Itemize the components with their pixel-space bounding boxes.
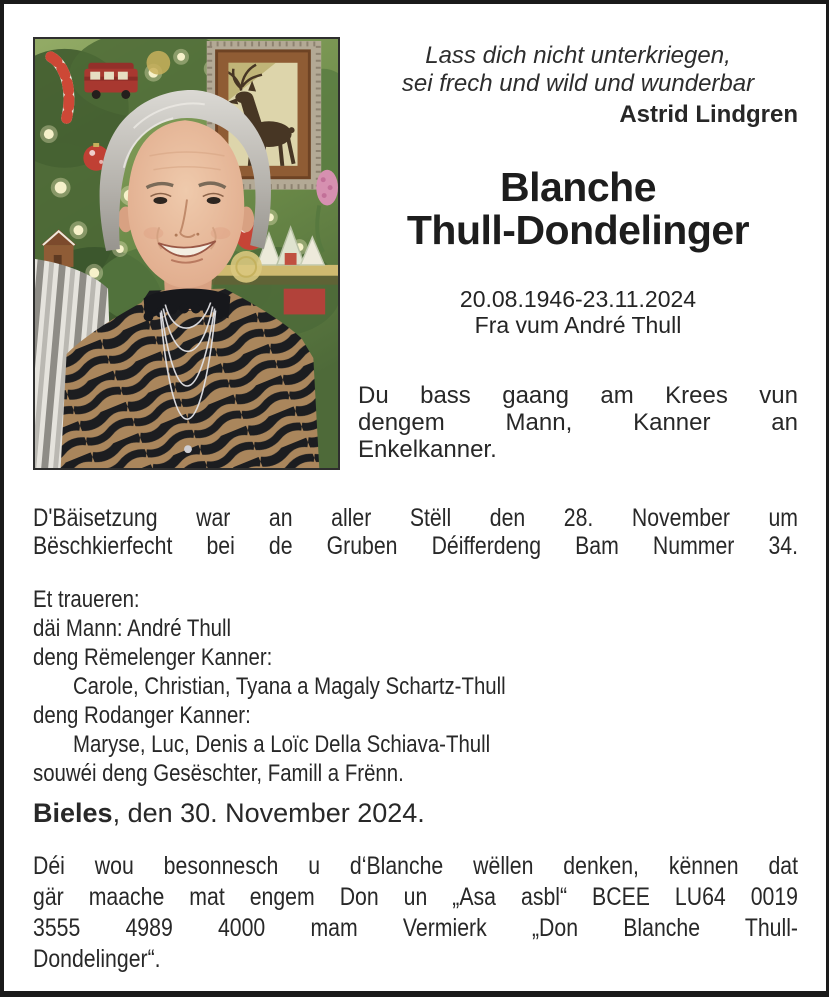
mourners-outro: souwéi deng Gesëschter, Famill a Frënn.: [33, 760, 404, 787]
portrait-photo: [33, 37, 340, 470]
deceased-name: [358, 166, 798, 252]
deceased-last-name: Thull-Dondelinger: [406, 207, 750, 253]
tribute-line: Enkelkanner.: [358, 436, 497, 463]
red-gift-box: [284, 289, 325, 315]
mourner-husband: däi Mann: André Thull: [33, 615, 232, 642]
deceased-first-name: Blanche: [500, 164, 656, 210]
quote-line: sei frech und wild und wunderbar: [401, 70, 755, 97]
tribute-line: dengem Mann, Kanner an: [358, 409, 798, 436]
mourner-group-label: deng Rëmelenger Kanner:: [33, 644, 273, 671]
donation-line: Déi wou besonnesch u d‘Blanche wëllen denken, kënnen dat: [33, 852, 798, 880]
mourner-group-names: Maryse, Luc, Denis a Loïc Della Schiava-Thull: [72, 731, 491, 758]
gold-bauble-ornament: [147, 51, 171, 75]
relation-line: Fra vum André Thull: [474, 312, 682, 338]
portrait-illustration: [35, 39, 338, 468]
opening-quote: [358, 42, 798, 129]
mourners-list: [33, 585, 798, 788]
donation-line: 3555 4989 4000 mam Vermierk „Don Blanche Thull-: [33, 914, 798, 942]
burial-paragraph: [33, 504, 798, 560]
dateline: [33, 798, 425, 828]
yellow-glass-ornament: [230, 251, 262, 283]
mourners-intro: Et traueren:: [33, 586, 140, 613]
life-dates-block: [358, 286, 798, 338]
necklace-pendant: [184, 445, 192, 453]
tribute-paragraph: [358, 382, 798, 463]
quote-line: Lass dich nicht unterkriegen,: [425, 42, 731, 69]
tribute-line: Du bass gaang am Krees vun: [358, 382, 798, 409]
life-dates: 20.08.1946-23.11.2024: [459, 286, 697, 312]
donation-line: Dondelinger“.: [33, 945, 161, 973]
dateline-date: , den 30. November 2024.: [112, 798, 425, 828]
quote-attribution: Astrid Lindgren: [619, 101, 798, 128]
donation-paragraph: [33, 851, 798, 975]
donation-line: gär maache mat engem Don un „Asa asbl“ BCEE LU64 0019: [33, 883, 798, 911]
mourner-group-label: deng Rodanger Kanner:: [33, 702, 251, 729]
burial-line: Bëschkierfecht bei de Gruben Déifferdeng Bam Nummer 34.: [33, 532, 798, 560]
mourner-group-names: Carole, Christian, Tyana a Magaly Schartz-Thull: [72, 673, 506, 700]
burial-line: D'Bäisetzung war an aller Stëll den 28. November um: [33, 504, 798, 532]
dateline-place: Bieles: [33, 798, 113, 828]
